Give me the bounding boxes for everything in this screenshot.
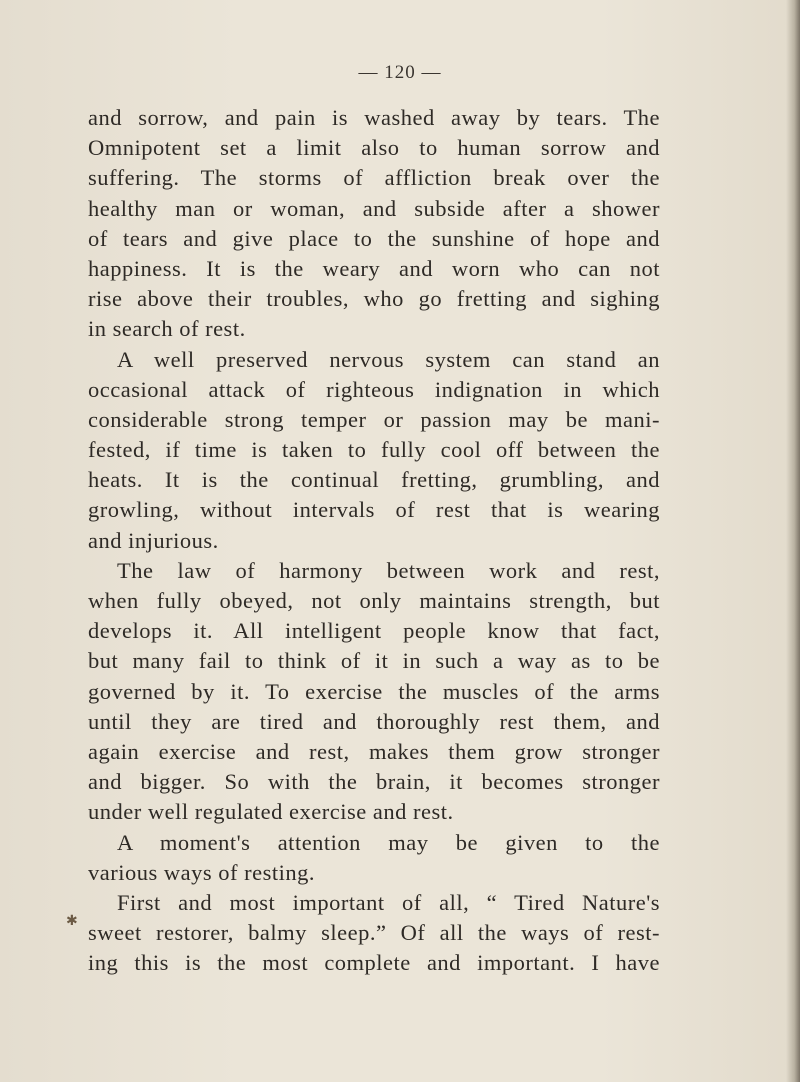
text-line: suffering. The storms of affliction break over the <box>88 165 660 191</box>
text-line: governed by it. To exercise the muscles of the arms <box>88 678 660 704</box>
text-line: healthy man or woman, and subside after a shower <box>88 195 660 221</box>
text-line: considerable strong temper or passion may be mani- <box>88 406 660 432</box>
text-line: happiness. It is the weary and worn who can not <box>88 255 660 281</box>
page-edge-shadow <box>786 0 800 1082</box>
body-text <box>88 103 660 978</box>
text-line: and bigger. So with the brain, it becomes stronger <box>88 769 660 795</box>
text-line: fested, if time is taken to fully cool off between the <box>88 437 660 463</box>
text-line: Omnipotent set a limit also to human sorrow and <box>88 135 660 161</box>
text-line: rise above their troubles, who go fretting and sighing <box>88 286 660 312</box>
text-line: of tears and give place to the sunshine of hope and <box>88 225 660 251</box>
text-line: under well regulated exercise and rest. <box>88 799 454 825</box>
text-line: until they are tired and thoroughly rest them, and <box>88 708 660 734</box>
text-line: The law of harmony between work and rest, <box>117 557 660 583</box>
ink-speck: ✱ <box>66 913 78 929</box>
page-number: — 120 — <box>358 62 442 83</box>
text-line: heats. It is the continual fretting, grumbling, and <box>88 467 660 493</box>
text-line: various ways of resting. <box>88 859 315 885</box>
text-line: when fully obeyed, not only maintains strength, but <box>88 588 660 613</box>
text-line: and sorrow, and pain is washed away by tears. The <box>88 105 660 130</box>
text-line: occasional attack of righteous indignation in which <box>88 376 660 402</box>
text-line: growling, without intervals of rest that is wearing <box>88 497 660 523</box>
text-line: First and most important of all, “ Tired Nature's <box>117 889 660 915</box>
text-line: develops it. All intelligent people know that fact, <box>88 618 660 644</box>
text-line: ing this is the most complete and important. I have <box>88 950 660 976</box>
text-line: and injurious. <box>88 527 219 553</box>
text-line: again exercise and rest, makes them grow stronger <box>88 738 660 764</box>
text-line: A well preserved nervous system can stand an <box>117 346 660 372</box>
text-line: but many fail to think of it in such a way as to be <box>88 648 660 674</box>
text-line: sweet restorer, balmy sleep.” Of all the ways of rest- <box>88 920 660 946</box>
text-line: in search of rest. <box>88 316 246 342</box>
text-line: A moment's attention may be given to the <box>117 829 660 855</box>
